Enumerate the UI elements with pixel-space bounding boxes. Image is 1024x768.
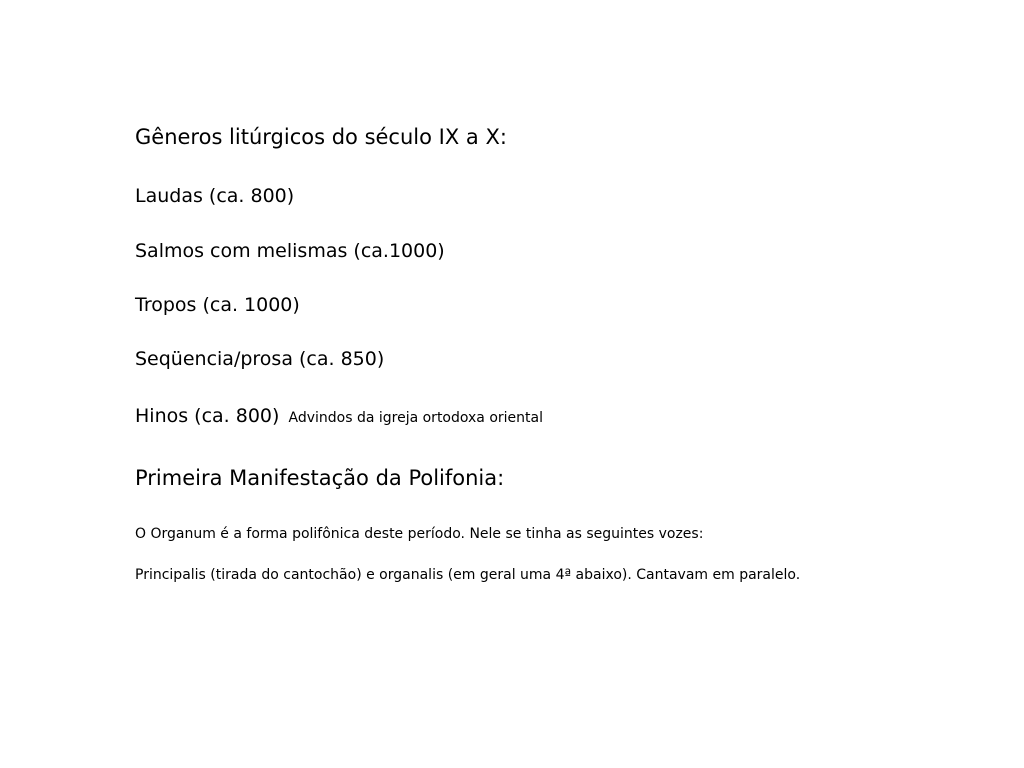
heading-polyphony: Primeira Manifestação da Polifonia: <box>135 466 505 490</box>
genre-item-hinos-label: Hinos (ca. 800) <box>135 405 280 427</box>
genre-item-tropos: Tropos (ca. 1000) <box>135 294 300 316</box>
genre-item-salmos: Salmos com melismas (ca.1000) <box>135 240 445 262</box>
heading-liturgical-genres: Gêneros litúrgicos do século IX a X: <box>135 125 507 149</box>
genre-item-hinos-note: Advindos da igreja ortodoxa oriental <box>288 410 543 426</box>
genre-item-hinos <box>135 407 543 426</box>
paragraph-organum: O Organum é a forma polifônica deste período. Nele se tinha as seguintes vozes: <box>135 526 704 542</box>
genre-item-laudas: Laudas (ca. 800) <box>135 185 295 207</box>
paragraph-voices: Principalis (tirada do cantochão) e organalis (em geral uma 4ª abaixo). Cantavam em paralelo. <box>135 567 801 583</box>
genre-item-sequencia: Seqüencia/prosa (ca. 850) <box>135 348 385 370</box>
